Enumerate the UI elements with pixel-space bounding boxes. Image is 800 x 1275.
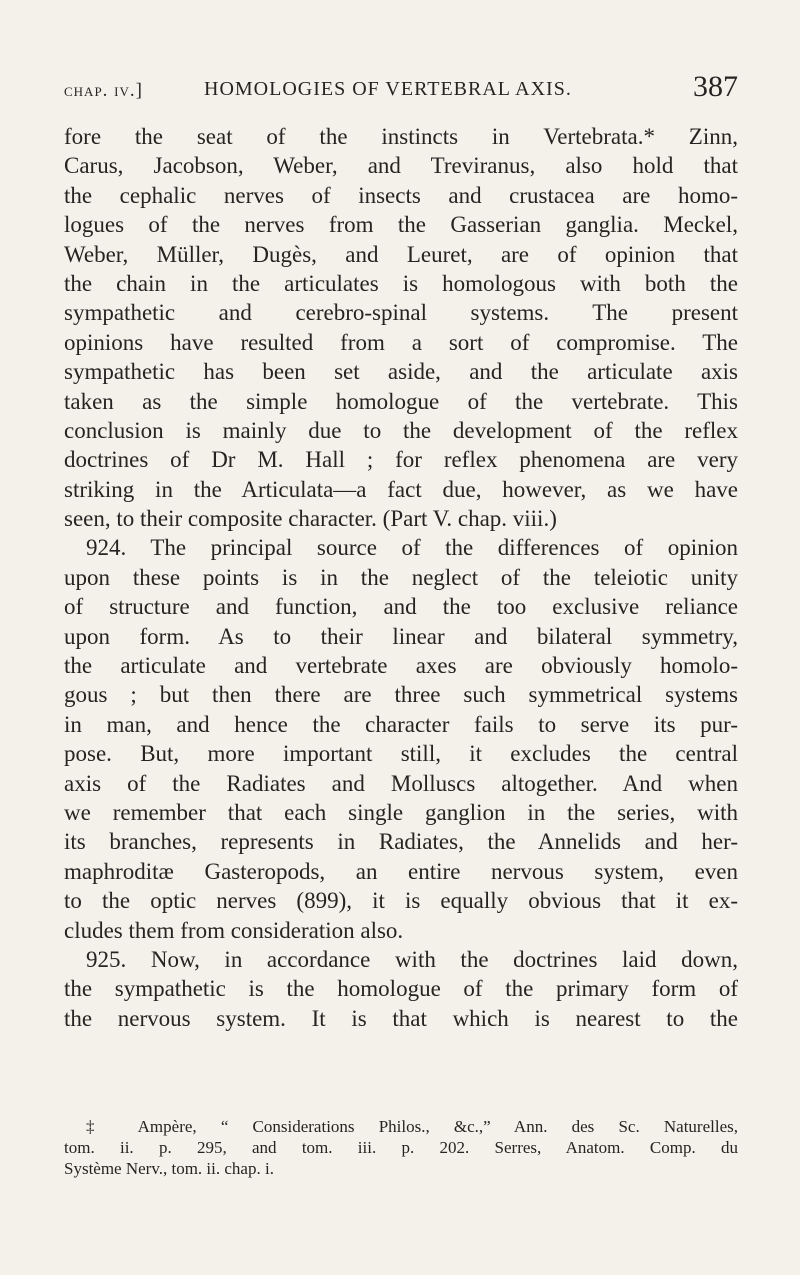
text-line: seen, to their composite character. (Part V. chap. viii.)	[64, 506, 557, 532]
text-line: striking in the Articulata—a fact due, however, as we have	[64, 476, 738, 502]
footnotes	[64, 1116, 738, 1179]
page-number: 387	[693, 70, 738, 103]
text-line: logues of the nerves from the Gasserian ganglia. Meckel,	[64, 212, 738, 238]
text-line: taken as the simple homologue of the vertebrate. This	[64, 388, 738, 414]
body-text	[64, 122, 738, 1033]
paragraph-start-925: 925. Now, in accordance with the doctrines laid down,	[86, 946, 738, 972]
text-line: the chain in the articulates is homologous with both the	[64, 270, 738, 296]
text-line: maphroditæ Gasteropods, an entire nervous system, even	[64, 858, 738, 884]
text-line: doctrines of Dr M. Hall ; for reflex phenomena are very	[64, 447, 738, 473]
text-line: its branches, represents in Radiates, the Annelids and her-	[64, 829, 738, 855]
text-line: Weber, Müller, Dugès, and Leuret, are of opinion that	[64, 241, 738, 267]
text-line: conclusion is mainly due to the development of the reflex	[64, 417, 738, 443]
text-line: the nervous system. It is that which is nearest to the	[64, 1005, 738, 1031]
text-line: to the optic nerves (899), it is equally obvious that it ex-	[64, 888, 738, 914]
text-line: the sympathetic is the homologue of the primary form of	[64, 976, 738, 1002]
text-line: sympathetic has been set aside, and the articulate axis	[64, 359, 738, 385]
running-title: HOMOLOGIES OF VERTEBRAL AXIS.	[204, 78, 572, 100]
text-line: upon form. As to their linear and bilateral symmetry,	[64, 623, 738, 649]
text-line: cludes them from consideration also.	[64, 917, 404, 943]
text-line: in man, and hence the character fails to serve its pur-	[64, 711, 738, 737]
text-line: gous ; but then there are three such symmetrical systems	[64, 682, 738, 708]
footnote-line: tom. ii. p. 295, and tom. iii. p. 202. Serres, Anatom. Comp. du	[64, 1138, 738, 1157]
text-line: of structure and function, and the too exclusive reliance	[64, 594, 738, 620]
text-line: the cephalic nerves of insects and crustacea are homo-	[64, 182, 738, 208]
text-line: we remember that each single ganglion in the series, with	[64, 799, 738, 825]
text-line: pose. But, more important still, it excludes the central	[64, 741, 738, 767]
text-line: sympathetic and cerebro-spinal systems. The present	[64, 300, 738, 326]
paragraph-start-924: 924. The principal source of the differences of opinion	[86, 535, 738, 561]
text-line: upon these points is in the neglect of the teleiotic unity	[64, 564, 738, 590]
footnote-line: Système Nerv., tom. ii. chap. i.	[64, 1159, 274, 1178]
chapter-label: chap. iv.]	[64, 80, 143, 101]
text-line: Carus, Jacobson, Weber, and Treviranus, also hold that	[64, 153, 738, 179]
text-line: the articulate and vertebrate axes are obviously homolo-	[64, 653, 738, 679]
text-line: axis of the Radiates and Molluscs altogether. And when	[64, 770, 738, 796]
text-line: fore the seat of the instincts in Vertebrata.* Zinn,	[64, 124, 738, 149]
footnote-line: ‡ Ampère, “ Considerations Philos., &c.,” Ann. des Sc. Naturelles,	[86, 1117, 738, 1136]
text-line: opinions have resulted from a sort of compromise. The	[64, 329, 738, 355]
page-header	[64, 68, 738, 108]
